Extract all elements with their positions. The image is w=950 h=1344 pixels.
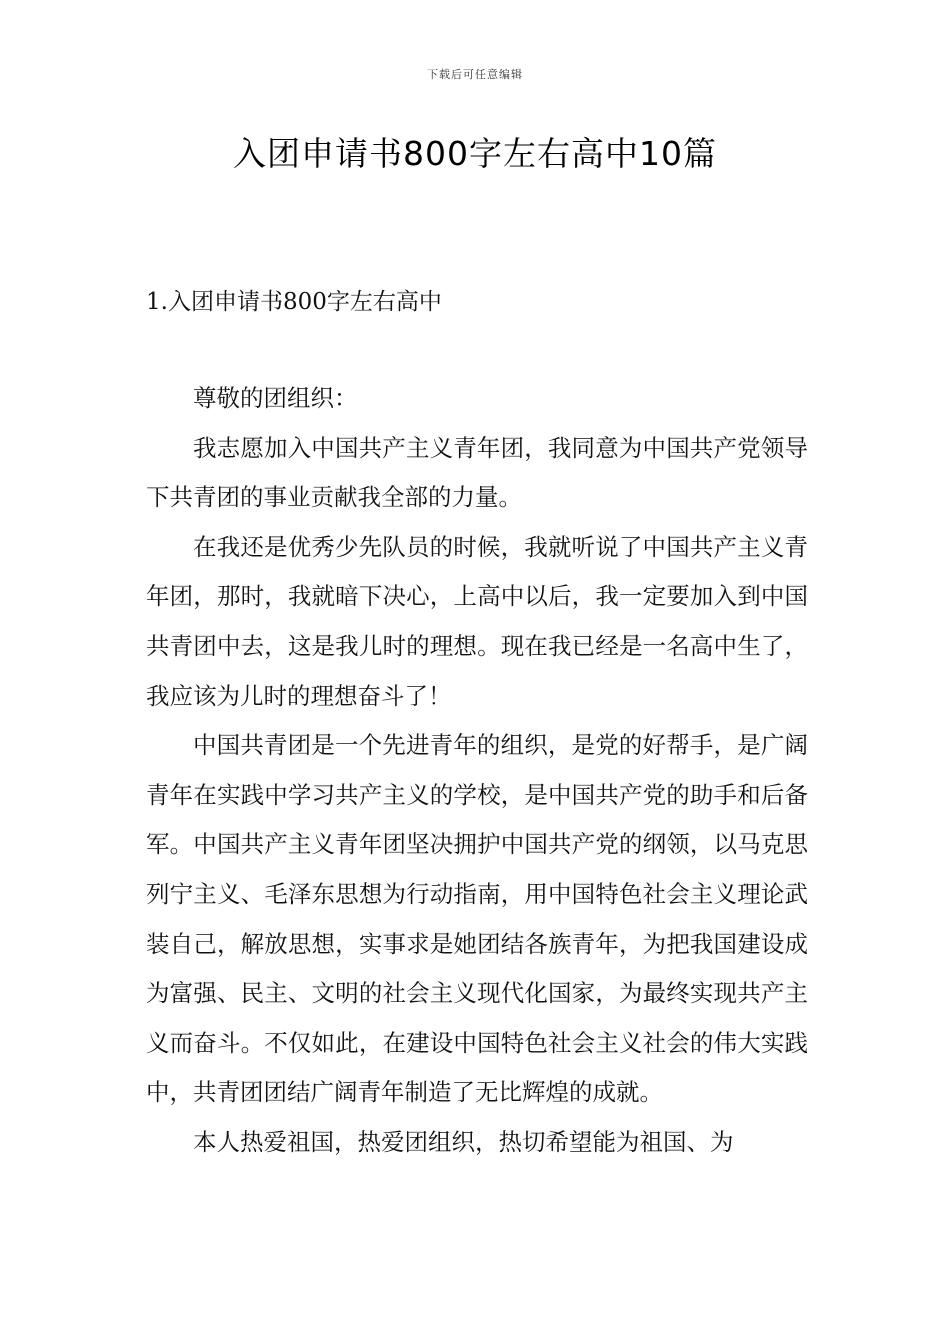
paragraph: 中国共青团是一个先进青年的组织，是党的好帮手，是广阔青年在实践中学习共产主义的学校，是中国共产党的助手和后备军。中国共产主义青年团坚决拥护中国共产党的纲领，以马克思列宁主义、毛泽东思想为行动指南，用中国特色社会主义理论武装自己，解放思想，实事求是她团结各族青年，为把我国建设成为富强、民主、文明的社会主义现代化国家，为最终实现共产主义而奋斗。不仅如此，在建设中国特色社会主义社会的伟大实践中，共青团团结广阔青年制造了无比辉煌的成就。 [146, 731, 808, 1107]
letter-body [146, 374, 808, 1168]
header-note: 下载后可任意编辑 [427, 68, 523, 81]
section-heading: 1.入团申请书800字左右高中 [146, 289, 442, 315]
paragraph: 在我还是优秀少先队员的时候，我就听说了中国共产主义青年团，那时，我就暗下决心，上高中以后，我一定要加入到中国共青团中去，这是我儿时的理想。现在我已经是一名高中生了，我应该为儿时的理想奋斗了！ [146, 532, 808, 710]
paragraph: 我志愿加入中国共产主义青年团，我同意为中国共产党领导下共青团的事业贡献我全部的力量。 [146, 433, 808, 512]
paragraph: 本人热爱祖国，热爱团组织，热切希望能为祖国、为 [193, 1127, 734, 1156]
salutation: 尊敬的团组织： [193, 384, 358, 412]
page-title: 入团申请书800字左右高中10篇 [233, 134, 717, 173]
